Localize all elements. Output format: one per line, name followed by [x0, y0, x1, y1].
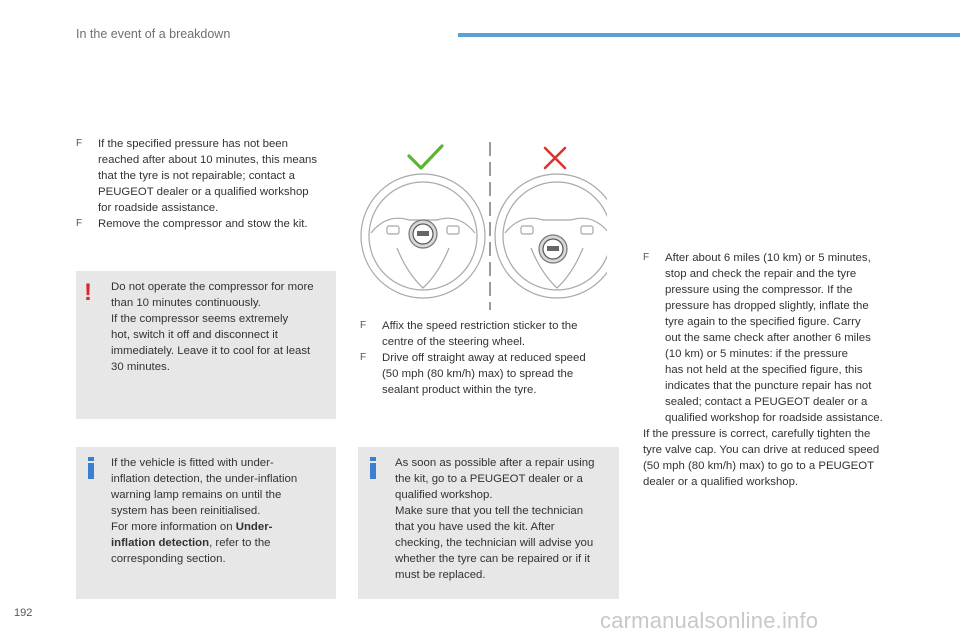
warning-exclamation-icon: !	[84, 279, 92, 306]
text-fragment: , refer to the	[209, 537, 271, 549]
list-item	[360, 318, 610, 350]
text-line: stop and check the repair and the tyre	[665, 268, 857, 280]
info-box-under-inflation	[76, 447, 336, 599]
text-line: (50 mph (80 km/h) max) to go to a PEUGEOT	[643, 460, 875, 472]
wrong-cross-icon	[545, 148, 565, 168]
text-line: If the compressor seems extremely	[111, 313, 289, 325]
text-line: reached after about 10 minutes, this means	[98, 154, 318, 166]
col1-bullet-list	[76, 136, 338, 232]
steering-wheel-correct	[361, 174, 485, 298]
text-line: qualified workshop.	[395, 489, 493, 501]
list-item	[76, 216, 338, 232]
text-line: hot, switch it off and disconnect it	[111, 329, 278, 341]
text-line: corresponding section.	[111, 553, 226, 565]
text-line: qualified workshop for roadside assistance.	[665, 412, 883, 424]
text-line: that you have used the kit. After	[395, 521, 555, 533]
text-line: warning lamp remains on until the	[111, 489, 282, 501]
text-line: 30 minutes.	[111, 361, 170, 373]
text-line: system has been reinitialised.	[111, 505, 261, 517]
bullet-mark: F	[360, 352, 367, 363]
text-line: dealer or a qualified workshop.	[643, 476, 799, 488]
col3-bullet-list	[643, 250, 905, 426]
text-line: sealant product within the tyre.	[382, 384, 537, 396]
text-line: Drive off straight away at reduced speed	[382, 352, 586, 364]
page-number: 192	[14, 607, 33, 619]
text-line: As soon as possible after a repair using	[395, 457, 595, 469]
text-line: the kit, go to a PEUGEOT dealer or a	[395, 473, 583, 485]
text-line: indicates that the puncture repair has not	[665, 380, 872, 392]
bold-term: Under-	[235, 521, 273, 533]
info-box-after-repair	[358, 447, 619, 599]
text-line	[111, 519, 333, 535]
text-line: inflation detection, the under-inflation	[111, 473, 298, 485]
text-line: If the vehicle is fitted with under-	[111, 457, 274, 469]
text-line: that the tyre is not repairable; contact a	[98, 170, 295, 182]
text-line: than 10 minutes continuously.	[111, 297, 261, 309]
list-item	[360, 350, 610, 398]
text-line: (10 km) or 5 minutes: if the pressure	[665, 348, 848, 360]
col3-paragraph	[643, 426, 905, 490]
text-line: sealed; contact a PEUGEOT dealer or a	[665, 396, 868, 408]
text-line: pressure using the compressor. If the	[665, 284, 853, 296]
text-line	[111, 535, 333, 551]
text-line: Remove the compressor and stow the kit.	[98, 218, 308, 230]
text-line: immediately. Leave it to cool for at least	[111, 345, 311, 357]
text-line: for roadside assistance.	[98, 202, 219, 214]
text-fragment: For more information on	[111, 521, 236, 533]
watermark: carmanualsonline.info	[600, 608, 819, 633]
text-line: Affix the speed restriction sticker to the	[382, 320, 578, 332]
steering-wheel-illustration	[357, 138, 607, 313]
info-icon	[88, 457, 94, 479]
text-line: pressure has dropped slightly, inflate the	[665, 300, 869, 312]
info-icon	[370, 457, 376, 479]
text-line: centre of the steering wheel.	[382, 336, 526, 348]
warning-box	[76, 271, 336, 419]
text-line: If the pressure is correct, carefully tighten the	[643, 428, 871, 440]
correct-check-icon	[409, 146, 442, 168]
text-line: checking, the technician will advise you	[395, 537, 594, 549]
section-title: In the event of a breakdown	[76, 27, 231, 41]
text-line: PEUGEOT dealer or a qualified workshop	[98, 186, 309, 198]
header-accent-bar	[458, 33, 960, 37]
text-line: tyre valve cap. You can drive at reduced speed	[643, 444, 880, 456]
list-item	[643, 250, 905, 426]
text-line: tyre again to the specified figure. Carry	[665, 316, 861, 328]
text-line: out the same check after another 6 miles	[665, 332, 871, 344]
text-line: has not held at the specified figure, this	[665, 364, 863, 376]
bullet-mark: F	[643, 252, 650, 263]
text-line: If the specified pressure has not been	[98, 138, 288, 150]
col2-bullet-list	[360, 318, 610, 398]
bold-term: inflation detection	[111, 537, 210, 549]
bullet-mark: F	[76, 138, 83, 149]
text-line: (50 mph (80 km/h) max) to spread the	[382, 368, 574, 380]
bullet-mark: F	[76, 218, 83, 229]
bullet-mark: F	[360, 320, 367, 331]
text-line: whether the tyre can be repaired or if it	[395, 553, 591, 565]
text-line: After about 6 miles (10 km) or 5 minutes,	[665, 252, 871, 264]
text-line: Make sure that you tell the technician	[395, 505, 584, 517]
list-item	[76, 136, 338, 216]
text-line: must be replaced.	[395, 569, 486, 581]
steering-wheel-wrong	[495, 174, 607, 298]
text-line: Do not operate the compressor for more	[111, 281, 314, 293]
